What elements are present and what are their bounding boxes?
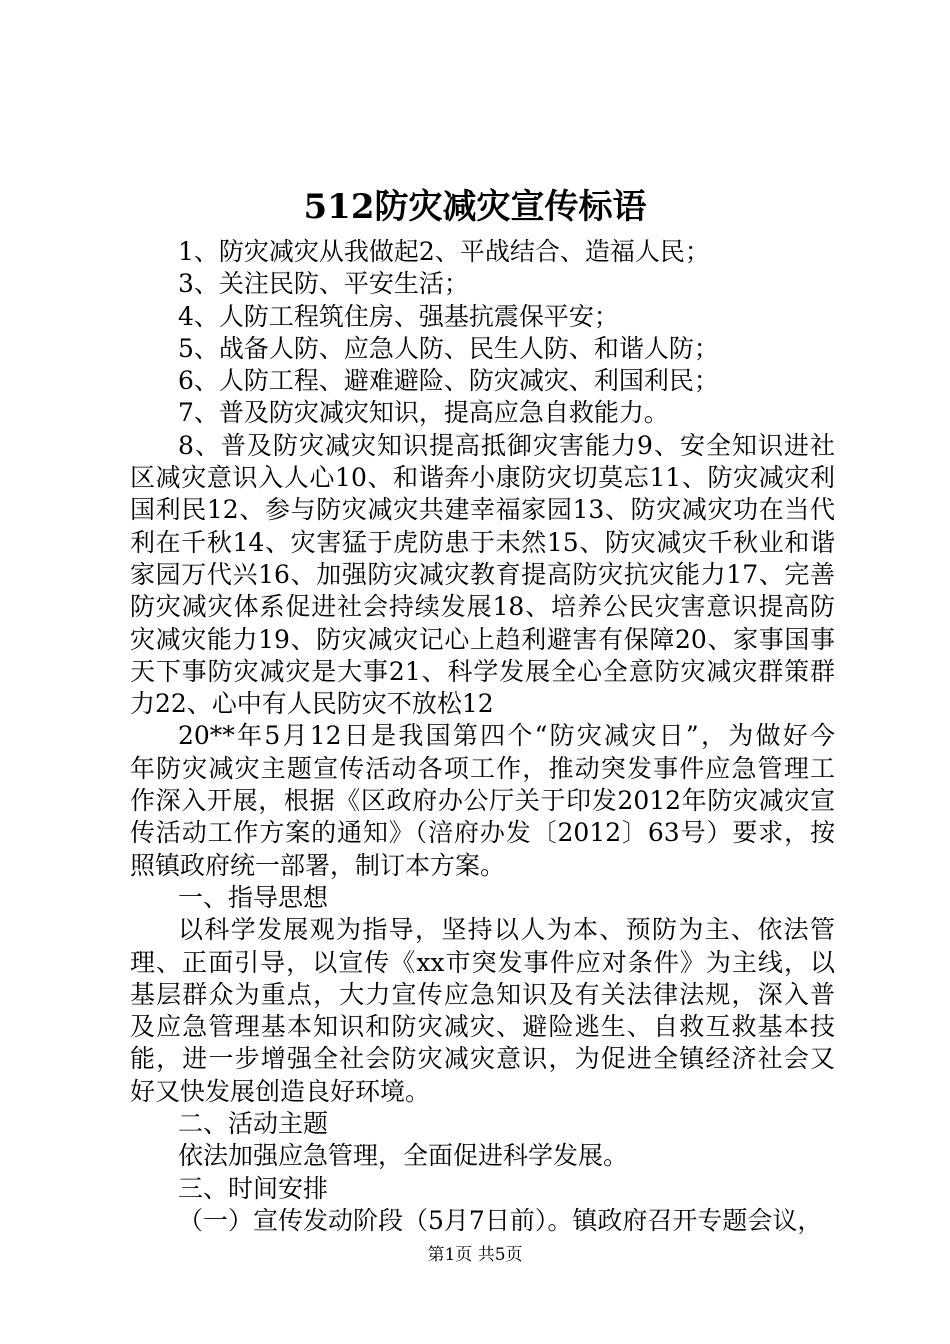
paragraph-line: （一）宣传发动阶段（5月7日前）。镇政府召开专题会议， — [178, 1205, 823, 1235]
page-footer: 第1页 共5页 — [427, 1245, 523, 1265]
paragraph-line: 理、正面引导，以宣传《xx市突发事件应对条件》为主线，以 — [130, 947, 835, 977]
document-title: 512防灾减灾宣传标语 — [303, 187, 647, 227]
paragraph-line: 力22、心中有人民防灾不放松12 — [130, 689, 494, 719]
section-heading: 二、活动主题 — [178, 1109, 329, 1139]
slogan-line: 4、人防工程筑住房、强基抗震保平安； — [178, 301, 619, 331]
paragraph-line: 利在千秋14、灾害猛于虎防患于未然15、防灾减灾千秋业和谐 — [130, 527, 835, 557]
slogan-line: 1、防灾减灾从我做起2、平战结合、造福人民； — [178, 237, 710, 266]
paragraph-line: 8、普及防灾减灾知识提高抵御灾害能力9、安全知识进社 — [178, 430, 835, 460]
paragraph-line: 依法加强应急管理，全面促进科学发展。 — [178, 1141, 629, 1171]
paragraph-line: 以科学发展观为指导，坚持以人为本、预防为主、依法管 — [178, 915, 835, 945]
paragraph-line: 天下事防灾减灾是大事21、科学发展全心全意防灾减灾群策群 — [130, 656, 835, 686]
paragraph-line: 好又快发展创造良好环境。 — [130, 1076, 431, 1106]
paragraph-line: 及应急管理基本知识和防灾减灾、避险逃生、自救互救基本技 — [130, 1012, 835, 1042]
paragraph-line: 年防灾减灾主题宣传活动各项工作，推动突发事件应急管理工 — [130, 753, 835, 783]
paragraph-line: 国利民12、参与防灾减灾共建幸福家园13、防灾减灾功在当代 — [130, 495, 835, 525]
paragraph-line: 家园万代兴16、加强防灾减灾教育提高防灾抗灾能力17、完善 — [130, 559, 835, 589]
paragraph-line: 20**年5月12日是我国第四个“防灾减灾日”，为做好今 — [178, 721, 835, 751]
paragraph-line: 作深入开展，根据《区政府办公厅关于印发2012年防灾减灾宣 — [130, 786, 835, 816]
slogan-line: 6、人防工程、避难避险、防灾减灾、利国利民； — [178, 366, 719, 396]
paragraph-line: 防灾减灾体系促进社会持续发展18、培养公民灾害意识提高防 — [130, 592, 835, 622]
slogan-line: 3、关注民防、平安生活； — [178, 269, 469, 299]
paragraph-line: 照镇政府统一部署，制订本方案。 — [130, 850, 506, 880]
paragraph-line: 区减灾意识入人心10、和谐奔小康防灾切莫忘11、防灾减灾利 — [130, 463, 835, 493]
slogan-line: 7、普及防灾减灾知识，提高应急自救能力。 — [178, 398, 669, 428]
paragraph-line: 能，进一步增强全社会防灾减灾意识，为促进全镇经济社会又 — [130, 1044, 835, 1074]
paragraph-line: 灾减灾能力19、防灾减灾记心上趋利避害有保障20、家事国事 — [130, 624, 835, 654]
paragraph-line: 传活动工作方案的通知》（涪府办发〔2012〕63号）要求，按 — [130, 818, 835, 848]
section-heading: 一、指导思想 — [178, 882, 329, 912]
slogan-line: 5、战备人防、应急人防、民生人防、和谐人防； — [178, 333, 719, 363]
paragraph-line: 基层群众为重点，大力宣传应急知识及有关法律法规，深入普 — [130, 979, 835, 1009]
section-heading: 三、时间安排 — [178, 1173, 329, 1203]
document-body — [130, 236, 835, 1237]
